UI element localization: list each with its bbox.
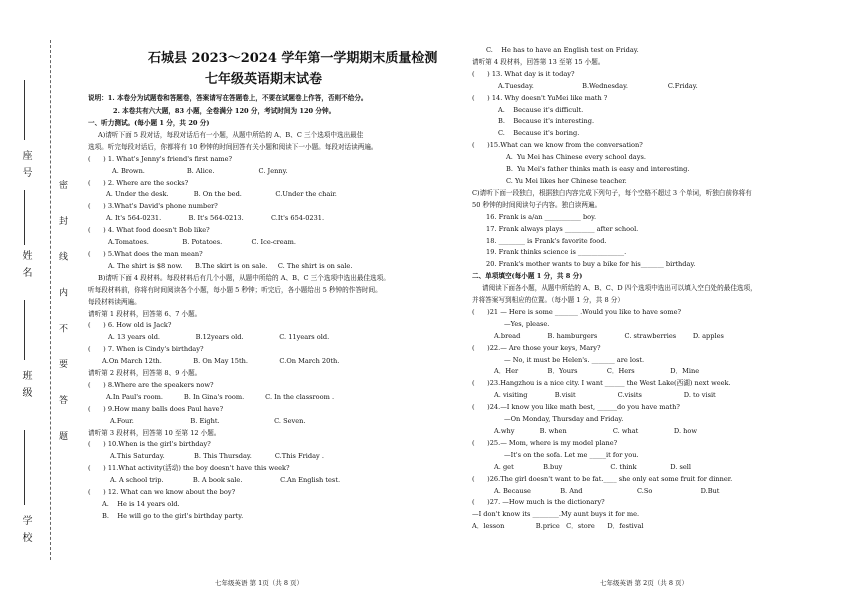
name-label: 姓 名 (20, 250, 31, 280)
text-line: A.Tomatoes. B. Potatoes. C. Ice-cream. (108, 238, 296, 247)
text-line: ( ) 8.Where are the speakers now? (88, 380, 214, 389)
text-line: 请听第 3 段材料，回答第 10 至第 12 小题。 (88, 428, 221, 437)
text-line: ( ) 6. How old is Jack? (88, 321, 172, 330)
text-line: 二、单项填空(每小题 1 分，共 8 分) (472, 272, 583, 281)
text-line: B. He will go to the girl's birthday party. (102, 511, 244, 520)
text-line: A. Because it's difficult. (498, 105, 584, 114)
exam-title: 石城县 2023～2024 学年第一学期期末质量检测 (148, 51, 438, 66)
text-line: A.Tuesday. B.Wednesday. C.Friday. (498, 81, 698, 90)
seat-blank (24, 80, 25, 140)
text-line: ( ) 11.What activity(活动) the boy doesn't have this week? (88, 464, 290, 473)
text-line: ( ) 14. Why doesn't YuMei like math ? (472, 93, 608, 102)
seal-line-text: 密 封 线 内 不 要 答 题 (57, 180, 67, 453)
text-line: ( ) 9.How many balls does Paul have? (88, 404, 224, 413)
text-line: A. The shirt is $8 now. B.The skirt is on sale. C. The shirt is on sale. (108, 261, 353, 270)
text-line: C. Yu Mei likes her Chinese teacher. (506, 176, 627, 185)
text-line: A.On March 12th. B. On May 15th. C.On March 20th. (102, 357, 340, 366)
text-line: 请听第 4 段材料，回答第 13 至第 15 小题。 (472, 57, 605, 66)
right-column (472, 45, 852, 533)
text-line: ( ) 7. When is Cindy's birthday? (88, 345, 204, 354)
text-line: A. 13 years old. B.12years old. C. 11years old. (108, 333, 330, 342)
text-line: A. Because B. And C.So D.But (494, 486, 720, 495)
text-line: 一、听力测试。(每小题 1 分，共 20 分) (88, 119, 210, 127)
text-line: ( ) 1. What's Jenny's friend's first name? (88, 154, 233, 163)
text-line: A. visiting B.visit C.visits D. to visit (494, 391, 716, 400)
text-line: A. Brown. B. Alice. C. Jenny. (112, 166, 288, 175)
text-line: A.bread B. hamburgers C. strawberries D. apples (494, 331, 724, 340)
text-line: A. He is 14 years old. (102, 500, 180, 508)
text-line: C)请听下面一段独白，根据独白内容完成下列句子，每个空格不超过 3 个单词，听独白前你将有 (472, 188, 752, 197)
text-line: — No, it must be Helen's. _______ are lost. (504, 355, 645, 364)
text-line: ( )21 — Here is some _______ .Would you like to have some? (472, 307, 682, 316)
binding-margin (0, 0, 70, 595)
exam-subtitle: 七年级英语期末试卷 (205, 72, 323, 87)
text-line: 每段材料读两遍。 (88, 297, 141, 306)
text-line: A. A school trip. B. A book sale. C.An English test. (110, 476, 341, 485)
instructions-2: 2. 本卷共有六大题，83 小题，全卷满分 120 分，考试时间为 120 分钟。 (113, 107, 336, 115)
text-line: 17. Frank always plays _________ after school. (486, 224, 639, 233)
text-line: ( )24.—I know you like math best, ______do you have math? (472, 403, 680, 412)
seat-label: 座 号 (20, 150, 31, 180)
text-line: —I don't know its ________.My aunt buys it for me. (472, 510, 640, 519)
class-label: 班 级 (20, 370, 31, 400)
text-line: ( )15.What can we know from the conversation? (472, 141, 643, 150)
text-line: —It's on the sofa. Let me _____it for you. (504, 450, 639, 459)
text-line: 并将答案写到相应的位置。（每小题 1 分，共 8 分） (472, 296, 624, 305)
text-line: 选项。听完每段对话后，你都将有 10 秒钟的时间回答有关小题和阅读下一小题。每段对话读两遍。 (88, 142, 378, 151)
text-line: ( )23.Hangzhou is a nice city. I want ______ the West Lake(西湖) next week. (472, 379, 731, 388)
text-line: 18. ________ is Frank's favorite food. (486, 236, 607, 245)
text-line: C. Because it's boring. (498, 129, 580, 138)
text-line: ( )25.— Mom, where is my model plane? (472, 438, 618, 447)
text-line: ( ) 10.When is the girl's birthday? (88, 440, 211, 449)
text-line: B)请听下面 4 段材料。每段材料后有几个小题，从题中所给的 A、B、C 三个选项中选出最佳选项。 (98, 273, 390, 282)
text-line: A.Four. B. Eight. C. Seven. (110, 416, 306, 425)
text-line: A. Yu Mei has Chinese every school days. (506, 153, 646, 162)
text-line: ( ) 2. Where are the socks? (88, 178, 189, 187)
text-line: 50 秒钟的时间阅读句子内容。独白读两遍。 (472, 200, 602, 209)
text-line: —Yes, please. (504, 319, 550, 328)
text-line: A.why B. when C. what D. how (494, 427, 698, 435)
text-line: ( )26.The girl doesn't want to be fat.____ she only eat some fruit for dinner. (472, 474, 733, 483)
name-blank (24, 190, 25, 245)
text-line: —On Monday, Thursday and Friday. (504, 415, 624, 424)
text-line: ( ) 4. What food doesn't Bob like? (88, 226, 210, 235)
text-line: A．Her B．Yours C．Hers D．Mine (494, 367, 700, 376)
left-column (88, 118, 466, 523)
text-line: 20. Frank's mother wants to buy a bike for his_______ birthday. (486, 260, 696, 269)
text-line: ( ) 12. What can we know about the boy? (88, 488, 236, 497)
text-line: A.In Paul's room. B. In Gina's room. C. In the classroom . (106, 392, 335, 401)
text-line: ( ) 5.What does the man mean? (88, 249, 203, 258)
text-line: ( )27. —How much is the dictionary? (472, 498, 605, 507)
text-line: A. Under the desk. B. On the bed. C.Under the chair. (106, 190, 337, 199)
text-line: ( )22.— Are those your keys, Mary? (472, 343, 601, 352)
text-line: 请听第 2 段材料，回答第 8、9 小题。 (88, 369, 202, 378)
instructions-1: 说明：1. 本卷分为试题卷和答题卷，答案请写在答题卷上，不要在试题卷上作答，否则不给分。 (88, 94, 368, 102)
text-line: A．lesson B.price C．store D．festival (472, 522, 644, 531)
page-footer-left: 七年级英语 第 1页（共 8 页） (215, 579, 304, 587)
text-line: 听每段材料前，你将有时间阅读各个小题，每小题 5 秒钟；听完后，各小题给出 5 秒钟的作答时间。 (88, 285, 382, 294)
text-line: 16. Frank is a/an ___________ boy. (486, 212, 597, 221)
seal-dashed-line (50, 40, 51, 560)
text-line: 请听第 1 段材料，回答第 6、7 小题。 (88, 309, 202, 318)
text-line: A)请听下面 5 段对话，每段对话后有一小题，从题中所给的 A、B、C 三个选项中选出最佳 (98, 130, 364, 139)
text-line: C. He has to have an English test on Friday. (486, 46, 639, 54)
school-blank (24, 430, 25, 505)
text-line: ( ) 13. What day is it today? (472, 69, 575, 78)
school-label: 学 校 (20, 515, 31, 545)
text-line: B. Yu Mei's father thinks math is easy and interesting. (506, 165, 690, 174)
text-line: 19. Frank thinks science is ______________. (486, 248, 627, 257)
text-line: ( ) 3.What's David's phone number? (88, 202, 218, 211)
text-line: 请阅读下面各小题，从题中所给的 A、B、C、D 四个选项中选出可以填入空白处的最佳选项， (482, 284, 757, 293)
text-line: A. It's 564-0231. B. It's 564-0213. C.It's 654-0231. (106, 214, 325, 223)
class-blank (24, 300, 25, 360)
text-line: B. Because it's interesting. (498, 117, 595, 126)
page-footer-right: 七年级英语 第 2页（共 8 页） (600, 579, 689, 587)
text-line: A.This Saturday. B. This Thursday. C.This Friday . (110, 452, 324, 461)
text-line: A. get B.buy C. think D. sell (494, 462, 691, 471)
